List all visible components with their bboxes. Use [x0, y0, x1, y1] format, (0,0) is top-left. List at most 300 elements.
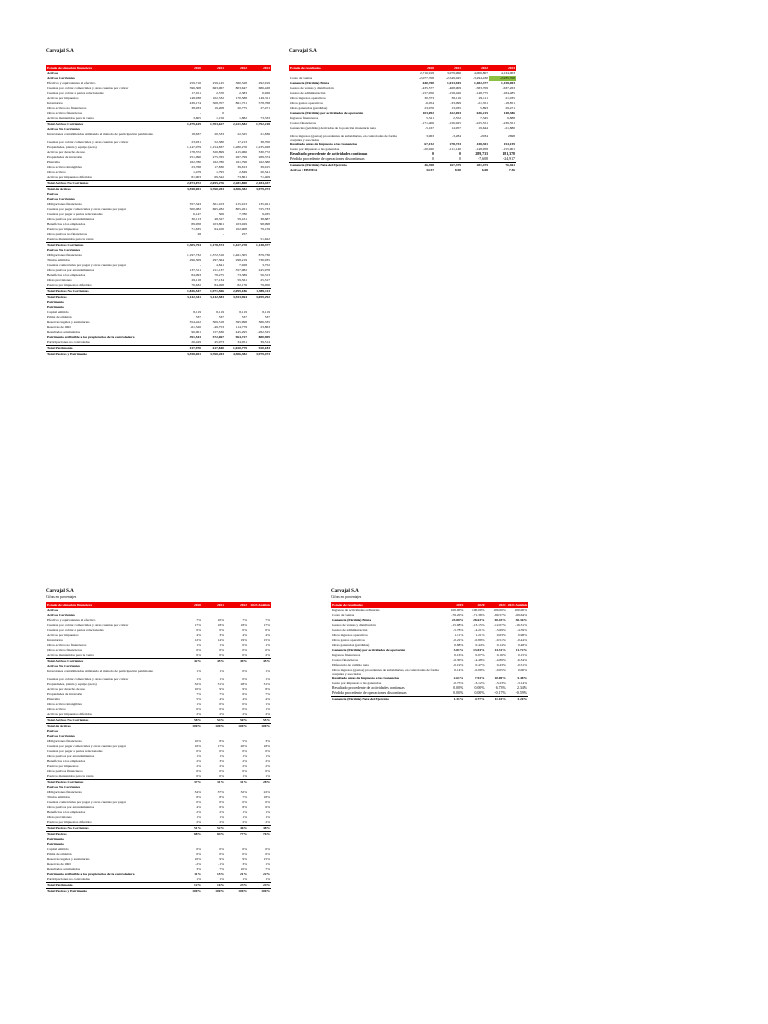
row-value: 15%	[263, 638, 270, 642]
row-value: 8%	[242, 805, 247, 809]
row-label: Resultados acumulados	[47, 330, 80, 334]
row-value: 0%	[219, 702, 224, 706]
row-value: 0	[222, 111, 224, 115]
row-value: 0%	[242, 669, 247, 673]
row-value: 0.48%	[517, 643, 527, 647]
row-value: 0%	[242, 677, 247, 681]
row-value: 2%	[242, 712, 247, 716]
row-value: 1,482,377	[474, 81, 488, 85]
row-value: 137,511	[189, 268, 201, 272]
row-value: 1,280,276	[233, 145, 247, 149]
row-value: 1%	[242, 815, 247, 819]
row-label: Activos por impuestos	[47, 96, 79, 100]
row-value: -71.36%	[472, 613, 485, 617]
row-value: 289,733	[475, 152, 488, 156]
row-label: Pérdida procedente de operaciones discontinuas	[332, 691, 407, 695]
row-label: Costos financieros	[332, 658, 358, 662]
row-value: 7,345	[480, 116, 488, 120]
row-value: -49,753	[213, 325, 224, 329]
row-value: 56,313	[260, 273, 270, 277]
row-value: 98,998	[260, 222, 270, 226]
row-value: 0%	[219, 648, 224, 652]
row-value: 84%	[202, 832, 225, 838]
row-label: Otros activos no financieros	[47, 643, 87, 647]
row-value: 0%	[242, 749, 247, 753]
row-label: Pasivos Corrientes	[47, 197, 75, 201]
row-label: Ingresos financieros	[332, 653, 361, 657]
row-value: -239,351	[502, 121, 515, 125]
row-value: 4%	[242, 633, 247, 637]
row-label: Ganancias (pérdidas) derivadas de la posición monetaria neta	[290, 126, 376, 130]
row-value: 245,978	[258, 268, 270, 272]
row-value: 100%	[202, 889, 225, 895]
row-label: Beneficios a los empleados	[47, 222, 86, 226]
row-value: 14%	[217, 638, 224, 642]
row-value: 167,379	[435, 163, 462, 169]
table-row	[289, 134, 516, 142]
row-value: -33,099	[450, 101, 461, 105]
row-value: 42%	[179, 659, 202, 665]
row-value: 1,792,218	[248, 122, 271, 128]
header-year: 2020	[464, 602, 485, 608]
row-label: Otros ingresos (gastos) procedentes de subsidiarias, en controladas de forma conjunta y asociadas	[332, 668, 439, 676]
row-value: 301,103	[212, 202, 224, 206]
row-label: Total Pasivos Corrientes	[46, 780, 179, 786]
row-label: Pasivos No Corrientes	[47, 785, 81, 789]
row-value: 10%	[194, 687, 201, 691]
row-value: 1,479,619	[179, 122, 202, 128]
row-value: 2.34%	[516, 686, 527, 690]
row-value: 0.16%	[454, 653, 464, 657]
row-value: -155,901	[502, 147, 515, 151]
row-value: 19,208	[214, 106, 224, 110]
row-value: 8,119	[193, 310, 201, 314]
row-label: Resultados acumulados	[47, 867, 80, 871]
row-value: -4.21%	[474, 628, 485, 632]
row-value: 5.48%	[517, 676, 527, 680]
row-value: 0.43%	[496, 663, 506, 667]
row-value: 4,134,003	[501, 71, 515, 75]
row-label: Otros ingresos (gastos) procedentes de subsidiarias, en controladas de forma conjunta y asociadas	[290, 134, 397, 142]
row-value: 3%	[265, 739, 270, 743]
row-label: Pasivos Corrientes	[47, 734, 75, 738]
row-value: 114,779	[235, 325, 247, 329]
row-value: -69.57%	[493, 613, 506, 617]
row-label: Propiedades, planta y equipo (neto)	[47, 682, 97, 686]
table-row	[289, 168, 516, 173]
row-value: 8%	[265, 687, 270, 691]
row-value: 1%	[242, 774, 247, 778]
row-value: 880,909	[258, 335, 270, 339]
row-value: 24%	[248, 883, 271, 889]
row-value: 84,498	[214, 283, 224, 287]
row-value: 37%	[179, 780, 202, 786]
row-value: 11%	[194, 872, 201, 876]
row-value: 2,184,437	[248, 181, 271, 187]
row-value: 1%	[265, 815, 270, 819]
row-label: Ganancia (Pérdida) Bruta	[332, 618, 372, 622]
row-label: Pasivos	[47, 729, 59, 733]
row-value: 148,938	[189, 96, 201, 100]
row-value: 73,333	[260, 116, 270, 120]
row-value: 59,161	[237, 217, 247, 221]
row-value: 438,301	[476, 142, 488, 146]
row-label: Otros pasivos por arrendamientos	[47, 217, 95, 221]
row-label: Resultado procedente de actividades continuas	[290, 152, 368, 156]
row-value: 46,398	[408, 163, 435, 169]
row-label: Patrimonio	[47, 300, 64, 304]
row-value: 357,982	[235, 268, 247, 272]
row-value: 267,799	[235, 155, 247, 159]
row-value: -468,909	[448, 86, 461, 90]
row-label: Ingresos de actividades ordinarias	[332, 608, 380, 612]
row-label: Activos por impuestos diferidos	[47, 175, 92, 179]
row-value: 289,374	[258, 155, 270, 159]
row-value: 48%	[248, 826, 271, 832]
row-value: 7%	[219, 692, 224, 696]
row-value: 0%	[265, 769, 270, 773]
row-value: 6,147	[193, 212, 201, 216]
row-value: 73,861	[237, 175, 247, 179]
row-value: 1.11%	[454, 633, 464, 637]
row-value: 7,928	[239, 263, 247, 267]
row-label: Otros pasivos por arrendamientos	[47, 805, 95, 809]
row-value: -0.89%	[474, 638, 485, 642]
row-value: 1,479	[193, 170, 201, 174]
row-value: 0%	[242, 628, 247, 632]
row-value: 297,364	[212, 258, 224, 262]
row-value: 1,156	[216, 116, 224, 120]
row-value: 100.00%	[450, 608, 464, 612]
row-value: 0.15%	[517, 653, 527, 657]
row-value: 296,509	[189, 258, 201, 262]
row-label: Otros activos no financieros	[47, 106, 87, 110]
row-value: 38,116	[451, 96, 461, 100]
row-value: 298,219	[235, 258, 247, 262]
row-value: 0%	[265, 800, 270, 804]
row-label: Pasivos	[47, 192, 59, 196]
income-statement-analysis-table	[331, 602, 528, 702]
row-value: 30.36%	[515, 618, 527, 622]
row-value: 19%	[240, 638, 247, 642]
row-value: 59,561	[237, 278, 247, 282]
row-value: 23%	[225, 883, 248, 889]
row-value: 0%	[196, 852, 201, 856]
row-label: Prima de emisión	[47, 315, 72, 319]
row-value: 2%	[242, 759, 247, 763]
row-value: -5,167	[424, 126, 434, 130]
row-value: 46%	[225, 826, 248, 832]
row-value: 76%	[248, 832, 271, 838]
row-value: 23,931	[191, 140, 201, 144]
row-value: 73,389	[237, 273, 247, 277]
row-value: 1%	[219, 754, 224, 758]
row-value: 55%	[248, 718, 271, 724]
row-value: 1,882	[239, 116, 247, 120]
row-value: 1.21%	[475, 633, 485, 637]
row-value: -3.14%	[516, 681, 527, 685]
row-value: 67,152	[424, 142, 434, 146]
row-value: 20,775	[237, 106, 247, 110]
row-value: 2,099,186	[225, 289, 248, 295]
row-value: 636,215	[476, 111, 488, 115]
row-value: 259,716	[189, 81, 201, 85]
row-value: -13.15%	[472, 623, 485, 627]
row-label: Efectivo y equivalentes al efectivo	[47, 618, 96, 622]
row-value: 2%	[242, 820, 247, 824]
row-label: Gastos de ventas y distribución	[290, 86, 334, 90]
row-value: 38,700	[260, 140, 270, 144]
row-label: Activos Corrientes	[47, 613, 75, 617]
row-value: 4%	[265, 633, 270, 637]
row-label: Obligaciones financieras	[47, 202, 82, 206]
row-label: Total Pasivos	[46, 295, 179, 301]
row-value: -435,577	[421, 86, 434, 90]
row-value: 5%	[242, 739, 247, 743]
row-value: -5.78%	[453, 628, 464, 632]
row-label: Total Activos No Corrientes	[46, 181, 179, 187]
row-value: 100%	[202, 724, 225, 730]
row-value: 52%	[202, 826, 225, 832]
row-value: 15%	[217, 872, 224, 876]
row-label: Resultado antes de Impuesto a las Ganancias	[290, 142, 358, 146]
row-label: Títulos emitidos	[47, 795, 70, 799]
row-value: 49%	[225, 659, 248, 665]
row-value: 2%	[265, 712, 270, 716]
row-value: -	[199, 111, 201, 115]
row-value: 100%	[248, 889, 271, 895]
row-value: 422,693	[449, 111, 461, 115]
row-value: 0.00%	[474, 686, 485, 690]
row-value: 7,780	[239, 212, 247, 216]
row-label: Inversiones contabilizadas utilizando el método de participación patrimonio	[47, 669, 154, 673]
row-value: 663,067	[212, 86, 224, 90]
row-label: Reservas de ORI	[47, 325, 71, 329]
row-value: 0%	[196, 749, 201, 753]
header-year: 2023 Análisis	[248, 602, 271, 608]
row-value: 7%	[219, 867, 224, 871]
row-value: -0.44%	[516, 638, 527, 642]
row-value: 2%	[196, 712, 201, 716]
row-label: Patrimonio atribuible a los propietarios de la controladora	[47, 335, 135, 339]
row-label: Activos mantenidos para la venta	[47, 116, 94, 120]
header-year: 2020	[408, 65, 435, 71]
row-label: Ganancia (Pérdida) Neta del Ejercicio	[289, 163, 408, 169]
row-value: 686,428	[258, 86, 270, 90]
row-value: 13.04%	[473, 648, 485, 652]
row-value: 9,888	[507, 116, 515, 120]
row-value: 1%	[219, 877, 224, 881]
row-label: Otros pasivos no financieros	[47, 232, 87, 236]
row-value: 1,703,627	[202, 122, 225, 128]
row-value: 391,543	[189, 335, 201, 339]
row-value: 10%	[217, 618, 224, 622]
row-value: 30.43%	[494, 618, 506, 622]
row-label: Propiedades de inversión	[47, 692, 83, 696]
row-label: Cuentas comerciales por pagar y otras cuentas por pagar	[47, 800, 126, 804]
row-value: 330,772	[258, 150, 270, 154]
row-value: -12.07%	[493, 623, 506, 627]
row-value: 257	[241, 232, 247, 236]
row-value: 77%	[225, 832, 248, 838]
row-label: Capital emitido	[47, 310, 69, 314]
header-title: Estado de resultados	[289, 65, 408, 71]
row-value: 3,760,203	[202, 352, 225, 358]
row-value: 29,118	[191, 278, 201, 282]
row-label: Gastos de administración	[290, 91, 326, 95]
row-value: 3,963	[426, 134, 434, 138]
row-label: Participaciones no controladas	[47, 877, 90, 881]
header-title: Estado de situación financiera	[46, 602, 179, 608]
row-value: 69,342	[214, 175, 224, 179]
row-value: 100%	[225, 889, 248, 895]
row-label: Obligaciones financieras	[47, 790, 82, 794]
row-value: 2698	[508, 134, 515, 138]
row-value: 18%	[217, 623, 224, 627]
row-value: 1%	[265, 754, 270, 758]
row-value: 38,687	[260, 217, 270, 221]
row-value: 1,013,945	[447, 81, 461, 85]
row-value: -156,925	[448, 121, 461, 125]
row-value: 81,903	[191, 175, 201, 179]
row-value: 48,327	[214, 217, 224, 221]
row-value: 1%	[265, 669, 270, 673]
row-label: Total Activos No Corrientes	[46, 718, 179, 724]
row-value: 52,580	[214, 140, 224, 144]
row-value: -0.17%	[494, 691, 506, 695]
header-title: Estado de resultados	[331, 602, 443, 608]
row-value: 0.07%	[475, 653, 485, 657]
row-value: 100.00%	[514, 608, 527, 612]
row-value: 28%	[240, 682, 247, 686]
row-value: 2%	[242, 764, 247, 768]
row-value: 157,636	[212, 330, 224, 334]
row-value: 386,335	[258, 320, 270, 324]
header-year: 2020	[179, 602, 202, 608]
row-value: 506	[218, 212, 224, 216]
row-value: 29,111	[478, 96, 488, 100]
row-label: Pasivos por impuestos diferidos	[47, 283, 92, 287]
row-value: 71,635	[191, 227, 201, 231]
row-value: 58%	[179, 718, 202, 724]
row-label: Resultado procedente de actividades continuas	[332, 686, 405, 690]
row-value: 596,308	[189, 86, 201, 90]
row-value: 38,933	[191, 106, 201, 110]
row-value: 76,461	[489, 163, 516, 169]
row-label: Activos No Corrientes	[47, 664, 81, 668]
row-label: Plusvalía	[47, 697, 60, 701]
row-value: -3.12%	[474, 681, 485, 685]
header-year: 2021	[202, 65, 225, 71]
row-value: 12%	[179, 883, 202, 889]
row-value: 51%	[179, 826, 202, 832]
row-value: 28	[197, 232, 201, 236]
row-value: 640,700	[422, 81, 434, 85]
row-label: Total Patrimonio	[46, 346, 179, 352]
row-value: 39,514	[260, 340, 270, 344]
table-row	[46, 889, 271, 895]
row-value: 1%	[265, 862, 270, 866]
balance-sheet-analysis-table	[46, 602, 271, 894]
row-label: Activos por impuestos diferidos	[47, 712, 92, 716]
row-label: Total Patrimonio	[46, 883, 179, 889]
row-label: Cuentas por cobrar a partes relacionadas	[47, 628, 104, 632]
row-value: 292,919	[258, 81, 270, 85]
row-value: 0%	[242, 852, 247, 856]
row-label: Ganancia (Pérdida) por actividades de operación	[290, 111, 364, 115]
row-value: 10%	[194, 857, 201, 861]
row-value: 5%	[196, 697, 201, 701]
row-label: Obligaciones financieras	[47, 739, 82, 743]
row-label: Cuentas por pagar comerciales y otras cuentas por pagar	[47, 207, 126, 211]
row-value: 2%	[219, 810, 224, 814]
row-label: Activos por derecho de uso	[47, 150, 86, 154]
row-value: -1%	[218, 862, 224, 866]
row-value: -0.51%	[495, 638, 506, 642]
row-value: 2,055,276	[202, 181, 225, 187]
balance-sheet-analysis	[46, 589, 271, 894]
header-year: 2021 Análisis	[507, 603, 528, 607]
row-label: Obligaciones financieras	[47, 253, 82, 257]
row-value: 148,386	[503, 111, 515, 115]
row-value: 2%	[196, 820, 201, 824]
row-value: 537	[218, 315, 224, 319]
row-value: 6.73%	[495, 686, 506, 690]
row-value: 1%	[265, 774, 270, 778]
row-value: 725,733	[258, 207, 270, 211]
row-value: 3,059,292	[248, 295, 271, 301]
row-value: 537	[241, 315, 247, 319]
row-value: 1%	[196, 669, 201, 673]
row-value: 22%	[263, 872, 270, 876]
row-value: 13,035	[451, 106, 461, 110]
row-value: 90,001	[191, 330, 201, 334]
row-value: -18,851	[504, 101, 515, 105]
row-value: 22%	[263, 790, 270, 794]
row-value: -7,608	[477, 157, 488, 161]
header-year: 2021	[202, 602, 225, 608]
row-label: Total de Activos	[46, 187, 179, 193]
row-label: Gastos de ventas y distribución	[332, 623, 376, 627]
row-value: 920,183	[248, 346, 271, 352]
row-value: 17%	[263, 623, 270, 627]
row-value: 30,373	[424, 96, 434, 100]
row-value: 572,067	[212, 335, 224, 339]
row-value: 20%	[240, 744, 247, 748]
row-value: 0%	[196, 648, 201, 652]
row-value: 1%	[196, 643, 201, 647]
row-value: 1,989,113	[248, 289, 271, 295]
row-value: -6.30%	[453, 658, 464, 662]
row-value: 0%	[196, 707, 201, 711]
row-label: Inventarios	[47, 101, 63, 105]
row-label: Cuentas por cobrar comerciales y otras cuentas por cobrar	[47, 86, 129, 90]
header-year: 2022	[225, 65, 248, 71]
header-title: Estado de situación financiera	[46, 65, 179, 71]
row-value: 1%	[242, 754, 247, 758]
row-value: 1,158,003	[501, 81, 515, 85]
income-statement-top	[289, 49, 516, 173]
row-value: 0%	[219, 852, 224, 856]
row-value: 8,119	[216, 310, 224, 314]
row-value: 1,461,305	[233, 253, 247, 257]
row-value: 3,979,473	[248, 187, 271, 193]
row-value: 0%	[196, 800, 201, 804]
row-label: Otros gastos operativos	[290, 101, 323, 105]
row-value: -6.34%	[516, 658, 527, 662]
table-row	[46, 669, 271, 677]
row-label: Cuentas por cobrar comerciales y otras cuentas por cobrar	[47, 623, 129, 627]
